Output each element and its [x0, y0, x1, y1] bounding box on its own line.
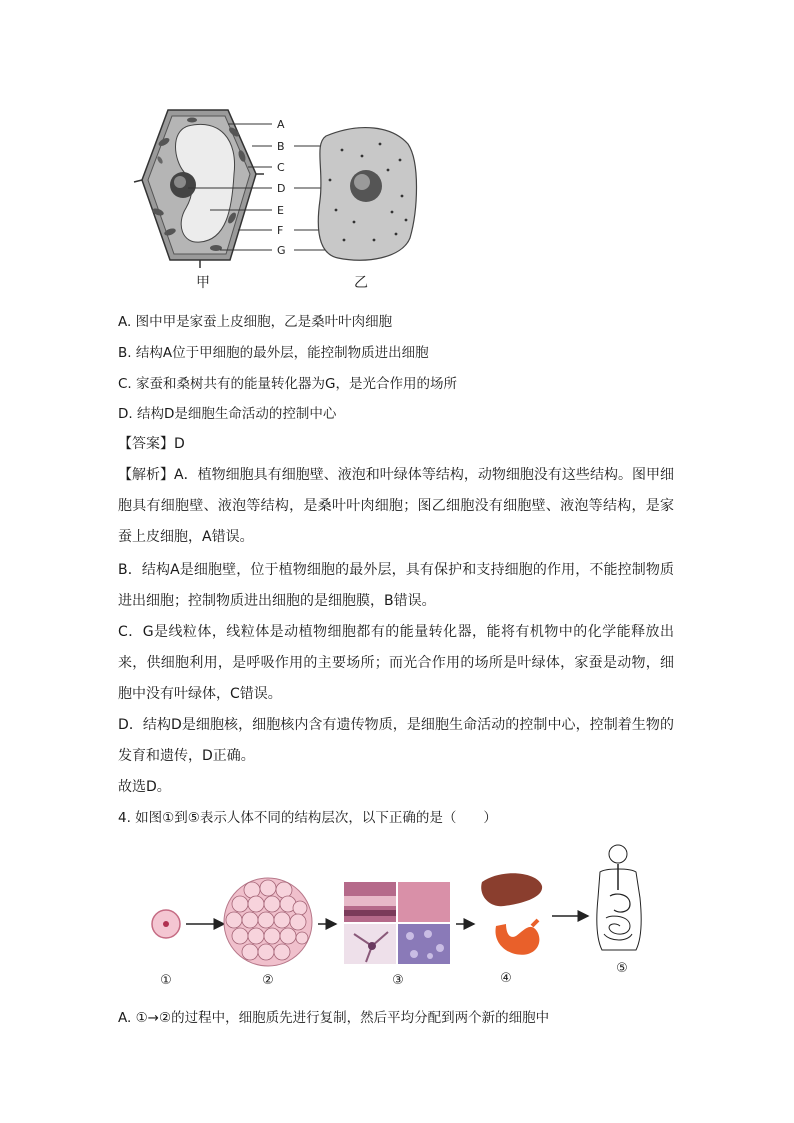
option-q4-a: A. ①→②的过程中，细胞质先进行复制，然后平均分配到两个新的细胞中	[118, 1010, 550, 1026]
body-levels-figure	[140, 838, 660, 998]
label-d: D	[277, 182, 286, 195]
level-label-1: ①	[160, 973, 172, 988]
plant-cell-diagram	[134, 110, 264, 268]
analysis-a: 【解析】A．植物细胞具有细胞壁、液泡和叶绿体等结构，动物细胞没有这些结构。图甲细胞具有细胞壁、液泡等结构，是桑叶叶肉细胞；图乙细胞没有细胞壁、液泡等结构，是家蚕上皮细胞，A错误。	[118, 467, 674, 545]
digestive-system-image	[597, 845, 641, 950]
cell-cluster	[224, 878, 312, 966]
level-label-5: ⑤	[616, 961, 628, 976]
caption-jia: 甲	[196, 275, 210, 291]
answer-line: 【答案】D	[118, 436, 185, 452]
organ-images	[481, 873, 542, 954]
animal-cell-diagram	[318, 128, 416, 261]
option-q3-b: B. 结构A位于甲细胞的最外层，能控制物质进出细胞	[118, 345, 429, 361]
analysis-b: B．结构A是细胞壁，位于植物细胞的最外层，具有保护和支持细胞的作用，不能控制物质进出细胞；控制物质进出细胞的是细胞膜，B错误。	[118, 562, 674, 609]
tissue-images	[344, 882, 450, 964]
label-e: E	[277, 204, 284, 217]
label-c: C	[277, 161, 285, 174]
zygote-cell	[152, 910, 180, 938]
label-a: A	[277, 118, 285, 131]
caption-yi: 乙	[354, 275, 368, 291]
label-f: F	[277, 224, 284, 237]
level-label-2: ②	[262, 973, 274, 988]
option-q3-c: C. 家蚕和桑树共有的能量转化器为G，是光合作用的场所	[118, 376, 457, 392]
label-b: B	[277, 140, 285, 153]
option-q3-a: A. 图中甲是家蚕上皮细胞，乙是桑叶叶肉细胞	[118, 314, 393, 330]
label-letters	[277, 118, 286, 257]
cell-structure-figure	[130, 100, 430, 295]
analysis-conclusion: 故选D。	[118, 779, 171, 795]
analysis-d: D．结构D是细胞核，细胞核内含有遗传物质，是细胞生命活动的控制中心，控制着生物的发育和遗传，D正确。	[118, 717, 674, 764]
option-q3-d: D. 结构D是细胞生命活动的控制中心	[118, 406, 337, 422]
analysis-c: C．G是线粒体，线粒体是动植物细胞都有的能量转化器，能将有机物中的化学能释放出来，供细胞利用，是呼吸作用的主要场所；而光合作用的场所是叶绿体，家蚕是动物，细胞中没有叶绿体，C错误。	[118, 624, 674, 702]
level-label-4: ④	[500, 971, 512, 986]
label-g: G	[277, 244, 286, 257]
question-4: 4. 如图①到⑤表示人体不同的结构层次，以下正确的是（ ）	[118, 810, 497, 826]
level-label-3: ③	[392, 973, 404, 988]
